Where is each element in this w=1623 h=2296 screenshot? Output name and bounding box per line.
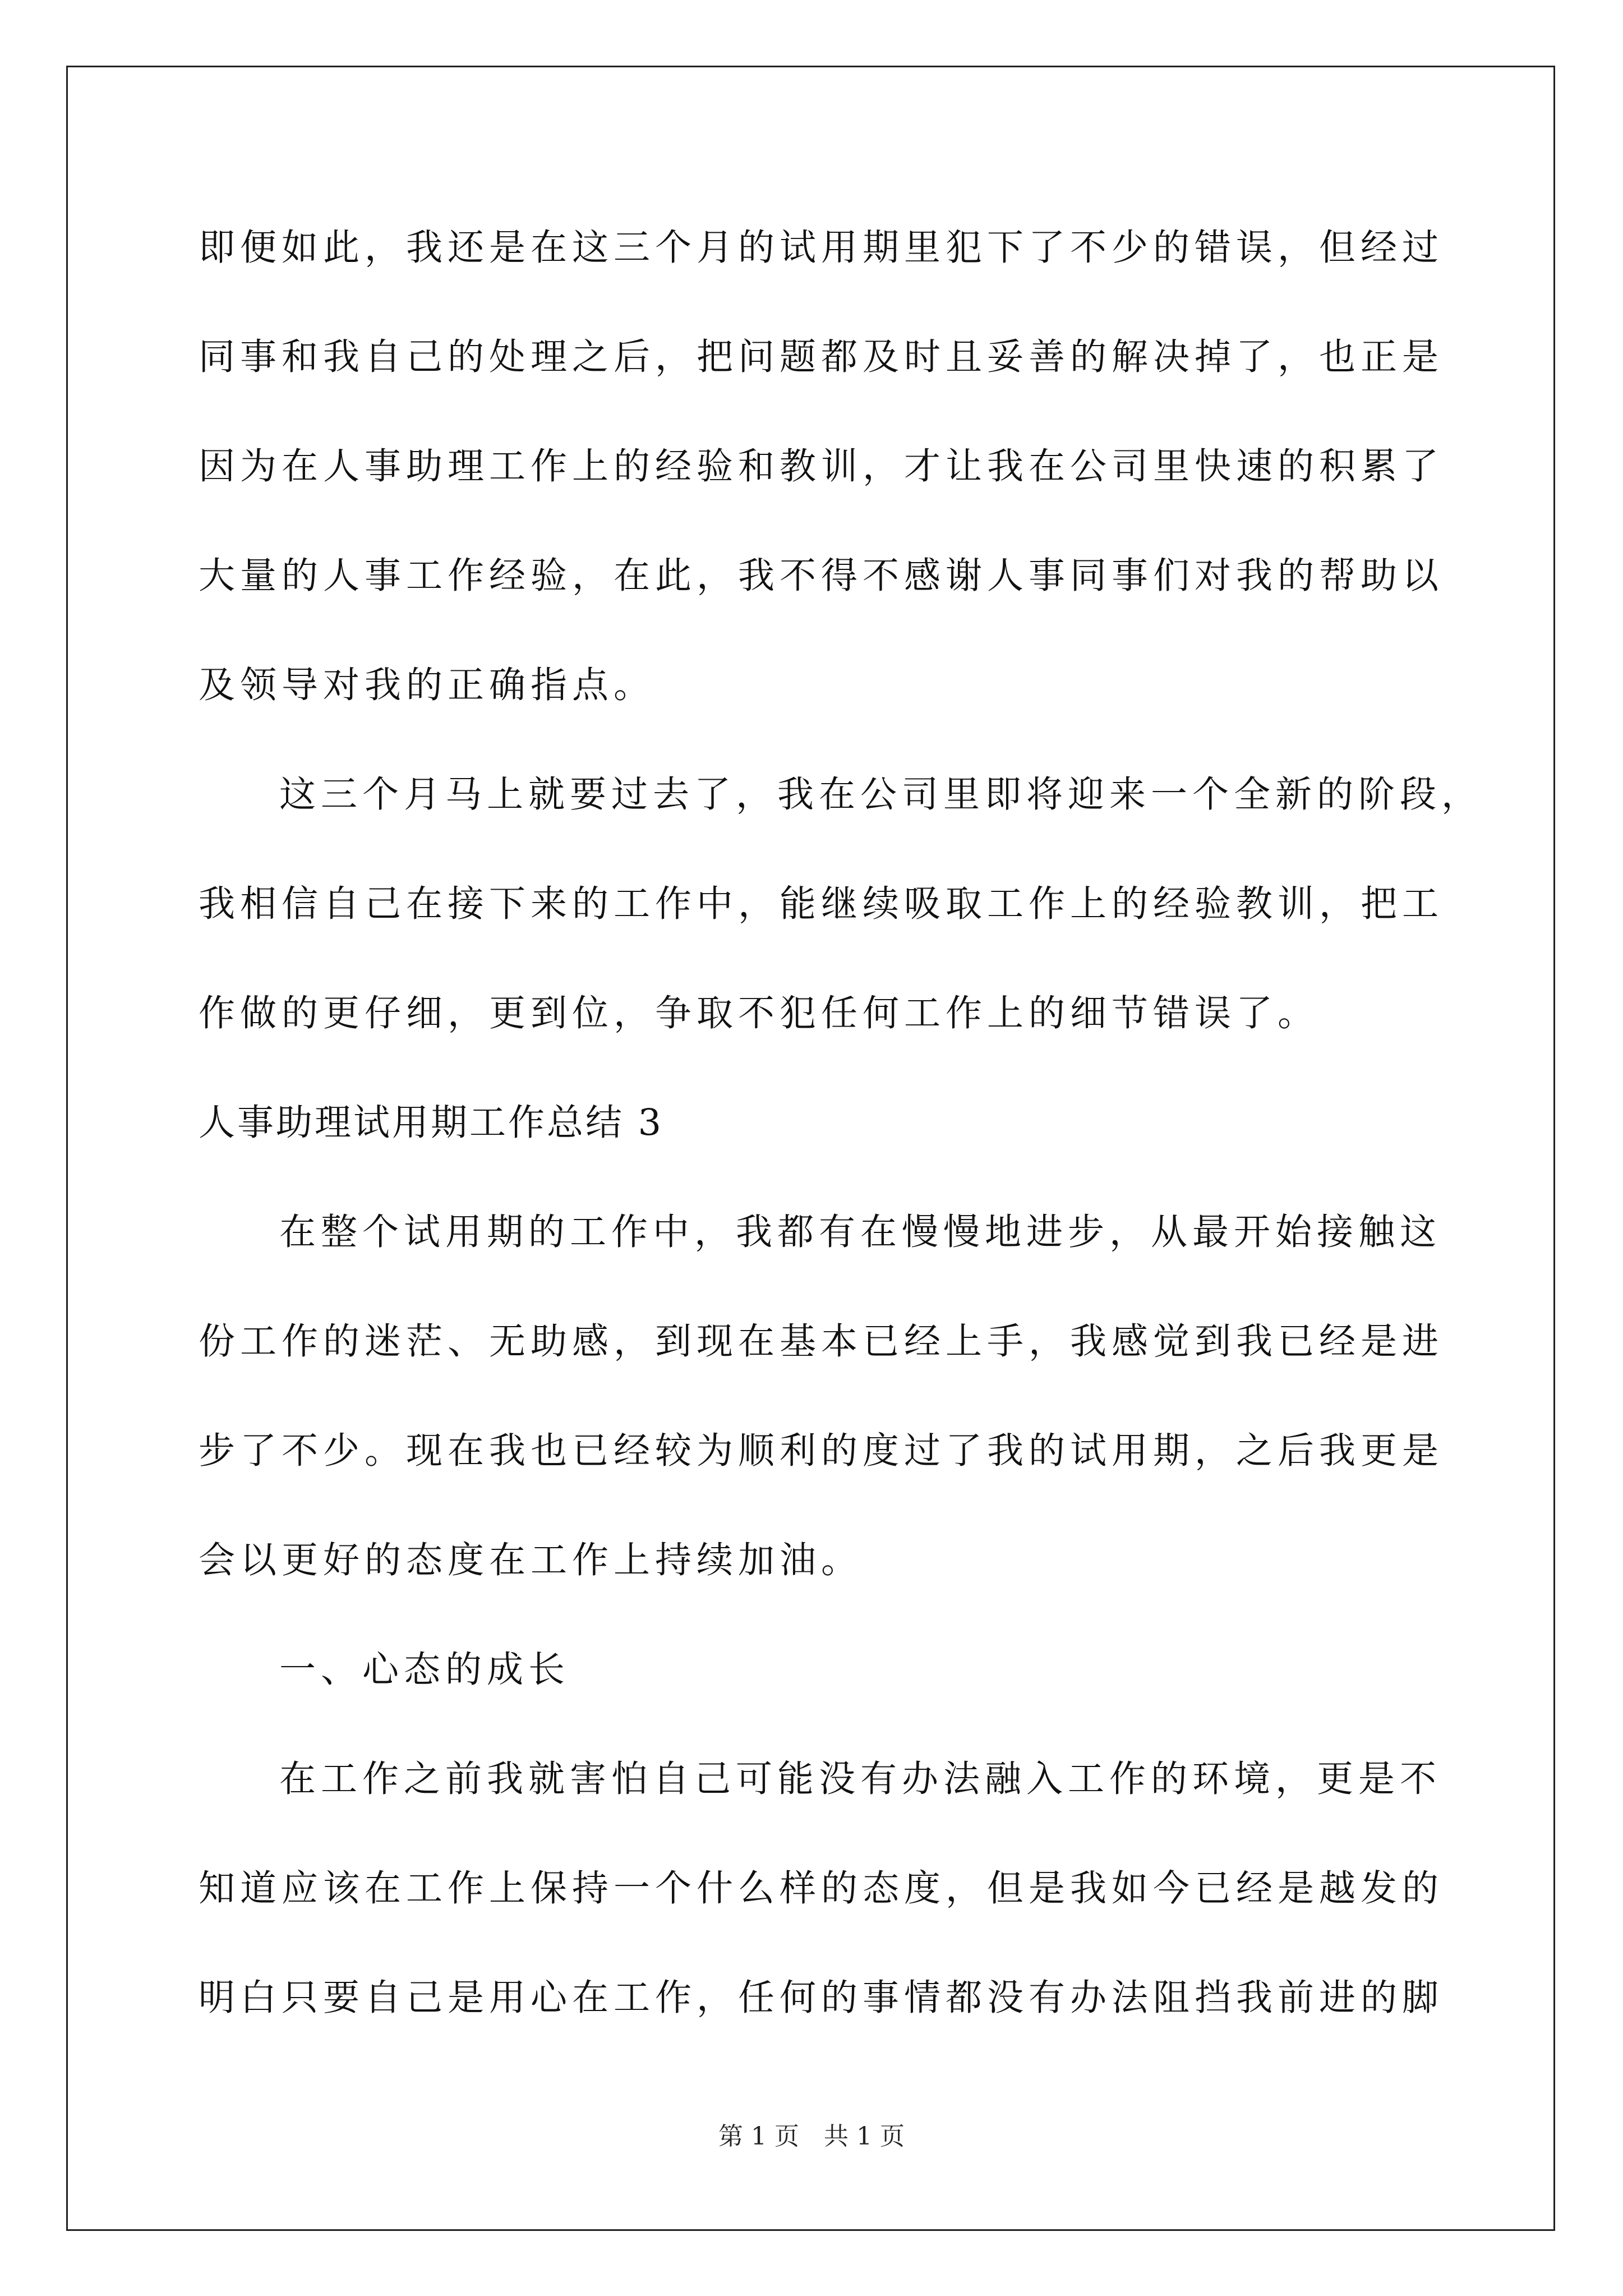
body-text-line: 因为在人事助理工作上的经验和教训，才让我在公司里快速的积累了 (199, 445, 1444, 487)
page-number-footer: 第 1 页 共 1 页 (718, 2122, 905, 2151)
body-text-line: 及领导对我的正确指点。 (199, 664, 656, 706)
body-text-line: 我相信自己在接下来的工作中，能继续吸取工作上的经验教训，把工 (199, 883, 1444, 925)
body-text-line: 即便如此，我还是在这三个月的试用期里犯下了不少的错误，但经过 (199, 227, 1444, 269)
body-text-line: 明白只要自己是用心在工作，任何的事情都没有办法阻挡我前进的脚 (199, 1977, 1444, 2019)
body-text-line: 在整个试用期的工作中，我都有在慢慢地进步，从最开始接触这 (279, 1211, 1442, 1253)
body-text-line: 知道应该在工作上保持一个什么样的态度，但是我如今已经是越发的 (199, 1867, 1444, 1910)
section-heading: 人事助理试用期工作总结 3 (199, 1102, 664, 1144)
body-text-line: 在工作之前我就害怕自己可能没有办法融入工作的环境，更是不 (279, 1758, 1442, 1800)
body-text-line: 份工作的迷茫、无助感，到现在基本已经上手，我感觉到我已经是进 (199, 1320, 1444, 1363)
body-text-line: 作做的更仔细，更到位，争取不犯任何工作上的细节错误了。 (199, 992, 1320, 1034)
subsection-heading: 一、心态的成长 (279, 1649, 570, 1691)
body-text-line: 这三个月马上就要过去了，我在公司里即将迎来一个全新的阶段， (279, 774, 1483, 816)
body-text-line: 会以更好的态度在工作上持续加油。 (199, 1539, 863, 1581)
body-text-line: 大量的人事工作经验，在此，我不得不感谢人事同事们对我的帮助以 (199, 555, 1444, 597)
body-text-line: 步了不少。现在我也已经较为顺利的度过了我的试用期，之后我更是 (199, 1430, 1444, 1472)
body-text-line: 同事和我自己的处理之后，把问题都及时且妥善的解决掉了，也正是 (199, 336, 1444, 378)
